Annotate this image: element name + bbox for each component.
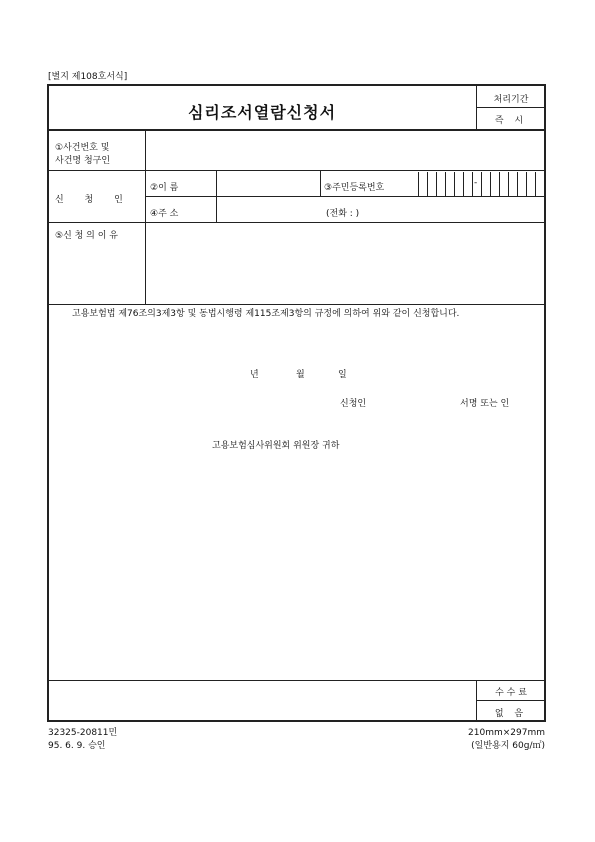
applicant-label: 신 청 인: [55, 195, 132, 205]
case-name-label: 사건명 청구인: [55, 156, 111, 166]
fee-value: 없 음: [494, 709, 528, 719]
date-day: 일: [338, 370, 347, 380]
reason-label: ⑤신 청 의 이 유: [55, 231, 118, 241]
reason-field[interactable]: [147, 224, 543, 302]
name-field[interactable]: [218, 172, 318, 195]
addressee: 고용보험심사위원회 위원장 귀하: [212, 441, 340, 451]
case-number-label: ①사건번호 및: [55, 143, 110, 153]
fee-label: 수 수 료: [495, 688, 527, 698]
form-number: [별지 제108호서식]: [48, 72, 128, 82]
paper-size: 210mm×297mm: [468, 728, 545, 738]
date-year: 년: [250, 370, 259, 380]
rrn-label: ③주민등록번호: [324, 183, 385, 193]
processing-period-value: 즉 시: [494, 116, 528, 126]
form-code: 32325-20811민: [48, 728, 118, 738]
applicant-signature-label: 신청인: [340, 399, 367, 409]
name-label: ②이 름: [150, 183, 179, 193]
paper-type: (일반용지 60g/㎡): [471, 741, 545, 751]
date-month: 월: [296, 370, 305, 380]
rrn-dash: -: [474, 178, 478, 188]
address-label: ④주 소: [150, 209, 179, 219]
form-title: 심리조서열람신청서: [187, 103, 337, 122]
case-number-field[interactable]: [147, 132, 543, 168]
sign-or-seal: 서명 또는 인: [460, 399, 510, 409]
approval-date: 95. 6. 9. 승인: [48, 741, 106, 751]
address-field[interactable]: [218, 198, 544, 221]
processing-period-label: 처리기간: [493, 95, 529, 105]
phone-label: (전화 : ): [326, 209, 360, 219]
statement-text: 고용보험법 제76조의3제3항 및 동법시행령 제115조제3항의 규정에 의하여 위와 같이 신청합니다.: [72, 309, 460, 319]
